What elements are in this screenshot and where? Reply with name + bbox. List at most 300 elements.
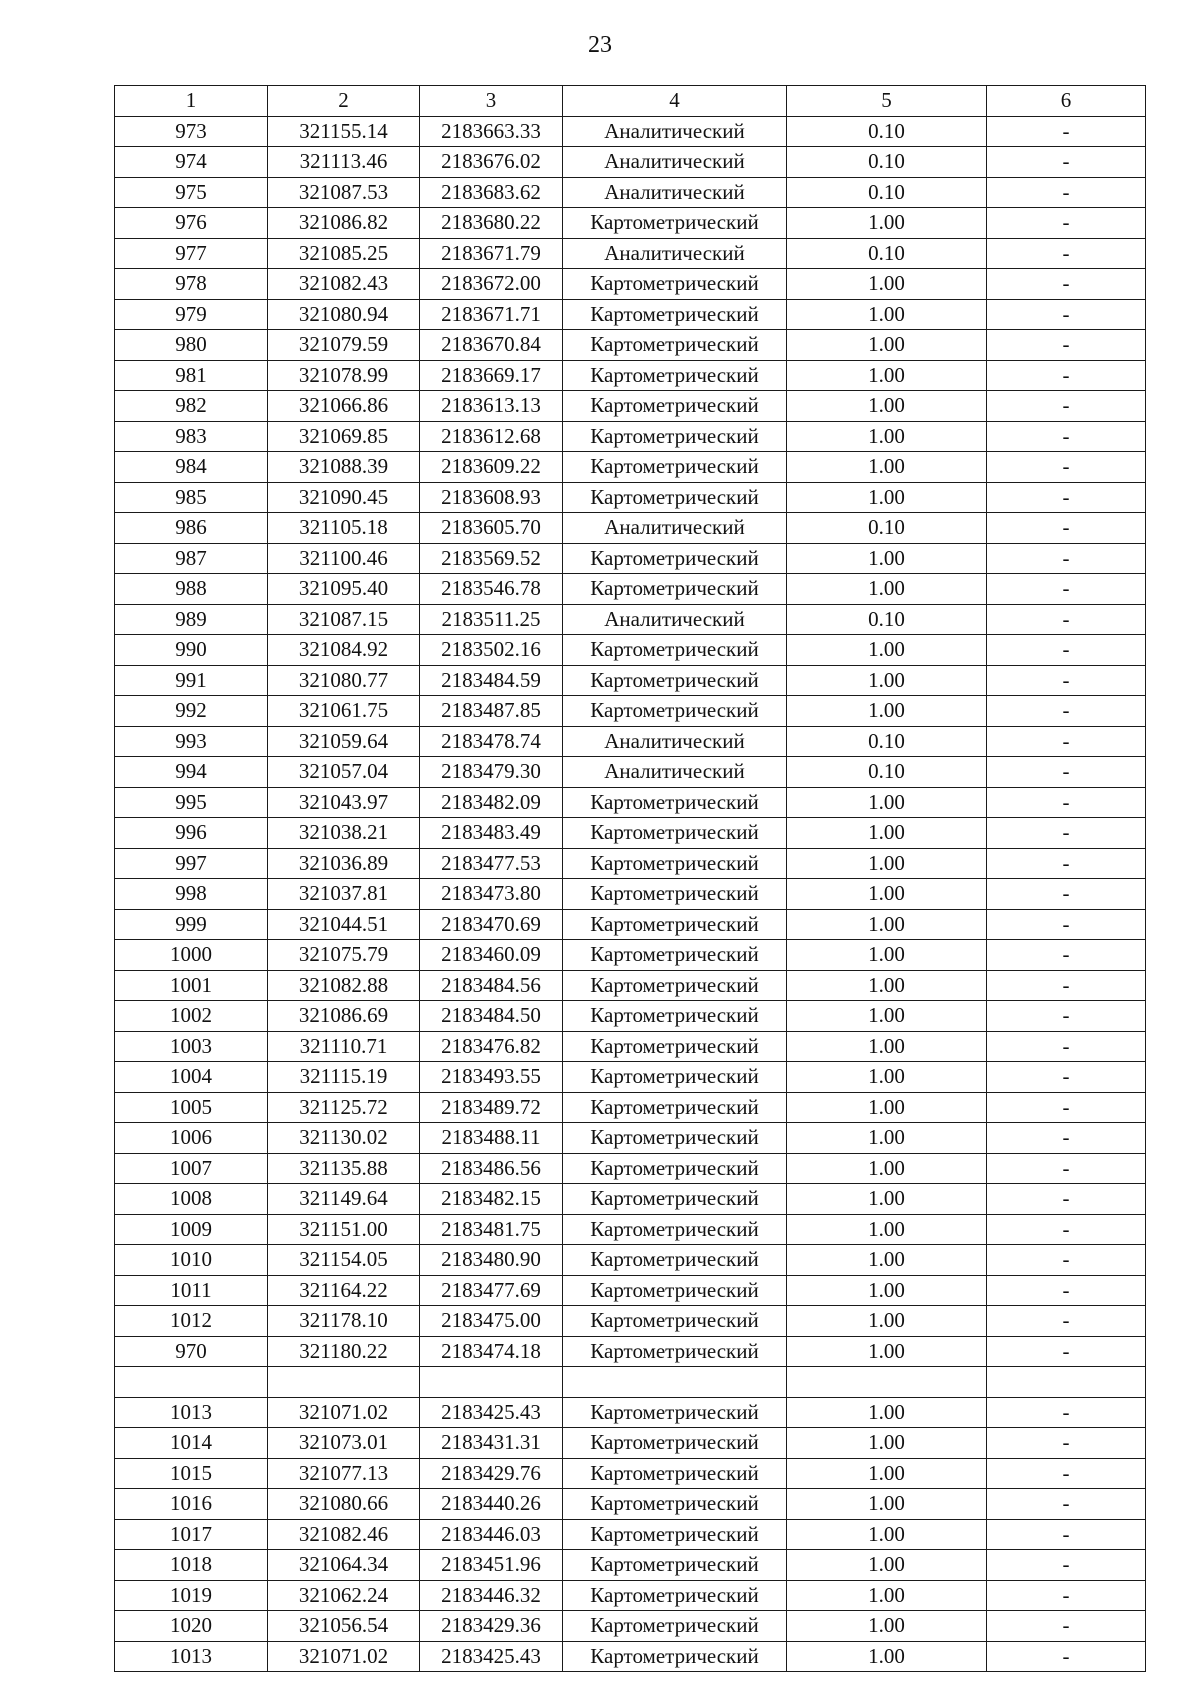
table-cell: -	[987, 147, 1146, 178]
page-number: 23	[588, 32, 612, 58]
table-row	[115, 604, 1146, 635]
table-cell: 321095.40	[268, 574, 420, 605]
table-cell: 2183612.68	[420, 421, 563, 452]
table-cell: 1.00	[787, 1275, 987, 1306]
table-cell: -	[987, 299, 1146, 330]
table-cell: Картометрический	[563, 1123, 787, 1154]
table-cell: 1.00	[787, 818, 987, 849]
table-row	[115, 940, 1146, 971]
table-cell: -	[987, 360, 1146, 391]
table-cell: 2183484.59	[420, 665, 563, 696]
column-header: 6	[987, 86, 1146, 117]
table-row	[115, 1031, 1146, 1062]
table-cell: 321056.54	[268, 1611, 420, 1642]
table-cell: 1.00	[787, 909, 987, 940]
table-cell: 1.00	[787, 970, 987, 1001]
table-cell: -	[987, 1062, 1146, 1093]
table-cell: 986	[115, 513, 268, 544]
table-row	[115, 330, 1146, 361]
table-cell: -	[987, 330, 1146, 361]
table-row	[115, 1580, 1146, 1611]
table-cell: 321061.75	[268, 696, 420, 727]
table-cell: 321155.14	[268, 116, 420, 147]
table-cell: -	[987, 1428, 1146, 1459]
table-cell: 1.00	[787, 879, 987, 910]
table-cell: 983	[115, 421, 268, 452]
table-cell: Картометрический	[563, 208, 787, 239]
table-cell: 1004	[115, 1062, 268, 1093]
table-cell: 2183670.84	[420, 330, 563, 361]
table-cell: Картометрический	[563, 299, 787, 330]
table-cell: -	[987, 604, 1146, 635]
table-row	[115, 1336, 1146, 1367]
table-cell: 2183671.71	[420, 299, 563, 330]
table-cell: 2183484.56	[420, 970, 563, 1001]
table-cell: -	[987, 1550, 1146, 1581]
table-cell: Картометрический	[563, 1580, 787, 1611]
table-cell: 2183605.70	[420, 513, 563, 544]
table-cell: 1001	[115, 970, 268, 1001]
table-cell: 321135.88	[268, 1153, 420, 1184]
table-cell: 2183493.55	[420, 1062, 563, 1093]
table-row	[115, 543, 1146, 574]
table-header-row	[115, 86, 1146, 117]
table-cell: 1007	[115, 1153, 268, 1184]
table-cell: 321180.22	[268, 1336, 420, 1367]
table-row	[115, 1184, 1146, 1215]
table-cell: 1.00	[787, 1550, 987, 1581]
table-cell: 0.10	[787, 147, 987, 178]
table-cell: 998	[115, 879, 268, 910]
table-cell: 1.00	[787, 1031, 987, 1062]
table-cell: 321080.94	[268, 299, 420, 330]
table-cell: 0.10	[787, 604, 987, 635]
table-cell: 2183474.18	[420, 1336, 563, 1367]
table-row	[115, 635, 1146, 666]
table-cell: -	[987, 116, 1146, 147]
table-cell: 987	[115, 543, 268, 574]
table-row	[115, 452, 1146, 483]
table-cell: 2183477.69	[420, 1275, 563, 1306]
table-cell: Картометрический	[563, 330, 787, 361]
table-cell: 2183671.79	[420, 238, 563, 269]
table-cell: 2183663.33	[420, 116, 563, 147]
table-cell: Картометрический	[563, 1306, 787, 1337]
table-cell: 0.10	[787, 116, 987, 147]
table-cell: 321044.51	[268, 909, 420, 940]
table-cell: 321075.79	[268, 940, 420, 971]
table-cell: 976	[115, 208, 268, 239]
table-cell: 1.00	[787, 330, 987, 361]
table-cell: 321130.02	[268, 1123, 420, 1154]
table-cell: 985	[115, 482, 268, 513]
table-cell: -	[987, 1275, 1146, 1306]
table-cell: Картометрический	[563, 1184, 787, 1215]
table-cell: 2183608.93	[420, 482, 563, 513]
table-cell: 1.00	[787, 391, 987, 422]
table-cell: Картометрический	[563, 879, 787, 910]
table-cell: -	[987, 1184, 1146, 1215]
table-cell: 321064.34	[268, 1550, 420, 1581]
table-row	[115, 909, 1146, 940]
table-cell: -	[987, 1001, 1146, 1032]
table-cell: Картометрический	[563, 848, 787, 879]
table-cell: Картометрический	[563, 1519, 787, 1550]
table-cell: Картометрический	[563, 482, 787, 513]
table-cell: 1.00	[787, 1428, 987, 1459]
table-cell: Аналитический	[563, 177, 787, 208]
table-cell: Аналитический	[563, 147, 787, 178]
table-cell: -	[987, 1245, 1146, 1276]
table-cell: Картометрический	[563, 1062, 787, 1093]
table-row	[115, 1092, 1146, 1123]
table-cell: -	[987, 818, 1146, 849]
table-cell: 321057.04	[268, 757, 420, 788]
table-cell: 321078.99	[268, 360, 420, 391]
table-row	[115, 696, 1146, 727]
table-cell: 2183477.53	[420, 848, 563, 879]
table-cell: -	[987, 726, 1146, 757]
table-cell: 1014	[115, 1428, 268, 1459]
table-cell: -	[987, 1092, 1146, 1123]
table-cell: 974	[115, 147, 268, 178]
table-cell: 2183429.76	[420, 1458, 563, 1489]
table-cell: 1010	[115, 1245, 268, 1276]
table-row	[115, 1123, 1146, 1154]
table-row	[115, 970, 1146, 1001]
table-row	[115, 482, 1146, 513]
table-cell: -	[987, 452, 1146, 483]
table-cell: 2183672.00	[420, 269, 563, 300]
table-cell	[420, 1367, 563, 1398]
table-cell: Картометрический	[563, 1275, 787, 1306]
table-row	[115, 818, 1146, 849]
table-cell: 321062.24	[268, 1580, 420, 1611]
table-cell: Картометрический	[563, 1092, 787, 1123]
table-cell: -	[987, 848, 1146, 879]
table-cell: 321113.46	[268, 147, 420, 178]
table-row	[115, 238, 1146, 269]
table-cell: 1020	[115, 1611, 268, 1642]
table-cell: Картометрический	[563, 940, 787, 971]
table-cell: 321038.21	[268, 818, 420, 849]
table-row	[115, 1153, 1146, 1184]
table-row	[115, 360, 1146, 391]
table-cell: 1012	[115, 1306, 268, 1337]
table-cell: 988	[115, 574, 268, 605]
table-cell: Картометрический	[563, 421, 787, 452]
table-cell: -	[987, 635, 1146, 666]
table-cell: 321073.01	[268, 1428, 420, 1459]
table-cell: 997	[115, 848, 268, 879]
table-cell: -	[987, 665, 1146, 696]
table-row	[115, 513, 1146, 544]
table-cell: 321071.02	[268, 1641, 420, 1672]
table-cell: -	[987, 1214, 1146, 1245]
table-cell: 2183440.26	[420, 1489, 563, 1520]
table-cell: 2183475.00	[420, 1306, 563, 1337]
table-cell: 1.00	[787, 482, 987, 513]
table-cell: 977	[115, 238, 268, 269]
table-cell: 321088.39	[268, 452, 420, 483]
table-cell	[987, 1367, 1146, 1398]
table-row	[115, 177, 1146, 208]
table-cell: 321080.66	[268, 1489, 420, 1520]
table-cell: 1006	[115, 1123, 268, 1154]
table-cell: 1011	[115, 1275, 268, 1306]
table-cell: 2183676.02	[420, 147, 563, 178]
table-cell: 991	[115, 665, 268, 696]
table-row	[115, 665, 1146, 696]
table-cell: 321086.82	[268, 208, 420, 239]
table-row	[115, 391, 1146, 422]
table-cell: 1018	[115, 1550, 268, 1581]
table-cell: 1003	[115, 1031, 268, 1062]
table-cell: 321080.77	[268, 665, 420, 696]
table-cell: 1.00	[787, 1458, 987, 1489]
table-cell: 321090.45	[268, 482, 420, 513]
table-cell: 979	[115, 299, 268, 330]
table-cell: 1.00	[787, 940, 987, 971]
table-cell: Картометрический	[563, 1550, 787, 1581]
table-cell: 0.10	[787, 238, 987, 269]
table-row	[115, 421, 1146, 452]
table-cell: 989	[115, 604, 268, 635]
table-cell: Аналитический	[563, 757, 787, 788]
table-cell: 981	[115, 360, 268, 391]
table-cell: 321071.02	[268, 1397, 420, 1428]
table-row	[115, 574, 1146, 605]
table-cell: 321077.13	[268, 1458, 420, 1489]
table-cell: Картометрический	[563, 543, 787, 574]
table-cell: 2183613.13	[420, 391, 563, 422]
table-cell: 1.00	[787, 1092, 987, 1123]
table-cell: 2183481.75	[420, 1214, 563, 1245]
table-cell: 999	[115, 909, 268, 940]
table-cell: -	[987, 208, 1146, 239]
table-cell: 321082.43	[268, 269, 420, 300]
table-cell: 321037.81	[268, 879, 420, 910]
table-cell: -	[987, 543, 1146, 574]
table-cell: 994	[115, 757, 268, 788]
column-header: 1	[115, 86, 268, 117]
table-cell: 1008	[115, 1184, 268, 1215]
table-row	[115, 1001, 1146, 1032]
table-cell: 321059.64	[268, 726, 420, 757]
table-cell	[563, 1367, 787, 1398]
coordinates-table	[114, 85, 1146, 1672]
table-cell: 1.00	[787, 1611, 987, 1642]
table-row	[115, 1245, 1146, 1276]
table-cell: Картометрический	[563, 1214, 787, 1245]
table-cell: -	[987, 1397, 1146, 1428]
table-cell: 980	[115, 330, 268, 361]
table-cell: -	[987, 1519, 1146, 1550]
table-cell: -	[987, 909, 1146, 940]
table-cell: -	[987, 1489, 1146, 1520]
table-cell: 996	[115, 818, 268, 849]
table-row	[115, 1611, 1146, 1642]
table-cell: 2183431.31	[420, 1428, 563, 1459]
table-cell: Картометрический	[563, 360, 787, 391]
table-cell: Аналитический	[563, 604, 787, 635]
table-cell: 993	[115, 726, 268, 757]
table-cell: 321125.72	[268, 1092, 420, 1123]
table-cell: 1.00	[787, 1062, 987, 1093]
table-cell: 2183482.15	[420, 1184, 563, 1215]
table-row	[115, 848, 1146, 879]
table-cell: -	[987, 574, 1146, 605]
table-cell: Картометрический	[563, 635, 787, 666]
table-cell: Картометрический	[563, 391, 787, 422]
table-cell: 321164.22	[268, 1275, 420, 1306]
table-row	[115, 1550, 1146, 1581]
table-cell: Аналитический	[563, 726, 787, 757]
table-row	[115, 208, 1146, 239]
table-cell: 2183489.72	[420, 1092, 563, 1123]
table-cell: 2183502.16	[420, 635, 563, 666]
table-cell: -	[987, 879, 1146, 910]
table-row	[115, 299, 1146, 330]
table-cell: 1.00	[787, 269, 987, 300]
table-cell: Картометрический	[563, 1428, 787, 1459]
table-cell: 2183609.22	[420, 452, 563, 483]
table-cell: 1009	[115, 1214, 268, 1245]
table-cell: 0.10	[787, 726, 987, 757]
table-cell: Картометрический	[563, 1397, 787, 1428]
table-row	[115, 269, 1146, 300]
table-cell: 1013	[115, 1641, 268, 1672]
table-cell: 1019	[115, 1580, 268, 1611]
table-cell: 1.00	[787, 1123, 987, 1154]
table-cell: 1.00	[787, 848, 987, 879]
table-cell: 1.00	[787, 1641, 987, 1672]
table-cell: 2183473.80	[420, 879, 563, 910]
table-cell: 1.00	[787, 574, 987, 605]
table-cell: Картометрический	[563, 1458, 787, 1489]
table-cell: 2183479.30	[420, 757, 563, 788]
table-cell: 1013	[115, 1397, 268, 1428]
table-cell: 2183470.69	[420, 909, 563, 940]
table-cell: 2183451.96	[420, 1550, 563, 1581]
table-row	[115, 116, 1146, 147]
table-cell: 2183683.62	[420, 177, 563, 208]
table-cell: 1.00	[787, 1489, 987, 1520]
table-cell: 1.00	[787, 1153, 987, 1184]
table-cell: 1016	[115, 1489, 268, 1520]
table-cell: 1.00	[787, 665, 987, 696]
table-cell: 1.00	[787, 421, 987, 452]
table-cell: -	[987, 696, 1146, 727]
table-cell: 2183425.43	[420, 1641, 563, 1672]
table-cell: 321084.92	[268, 635, 420, 666]
table-cell: 2183478.74	[420, 726, 563, 757]
table-cell: Картометрический	[563, 1153, 787, 1184]
table-cell: -	[987, 421, 1146, 452]
table-cell: 1.00	[787, 696, 987, 727]
table-cell: 2183483.49	[420, 818, 563, 849]
table-row-separator	[115, 1367, 1146, 1398]
table-cell: Картометрический	[563, 452, 787, 483]
table-cell: -	[987, 1031, 1146, 1062]
table-cell: 1015	[115, 1458, 268, 1489]
table-cell: 321110.71	[268, 1031, 420, 1062]
table-cell: 2183680.22	[420, 208, 563, 239]
table-cell: 1.00	[787, 299, 987, 330]
table-cell: 321082.46	[268, 1519, 420, 1550]
table-cell: 2183511.25	[420, 604, 563, 635]
table-cell: 2183486.56	[420, 1153, 563, 1184]
table-cell: 321079.59	[268, 330, 420, 361]
column-header: 3	[420, 86, 563, 117]
table-cell: 2183446.03	[420, 1519, 563, 1550]
table-cell: 321036.89	[268, 848, 420, 879]
table-cell: Картометрический	[563, 1245, 787, 1276]
table-cell: 1.00	[787, 1306, 987, 1337]
table-cell: 321043.97	[268, 787, 420, 818]
table-cell: 2183484.50	[420, 1001, 563, 1032]
table-cell: 0.10	[787, 177, 987, 208]
table-cell: -	[987, 940, 1146, 971]
table-cell: Картометрический	[563, 818, 787, 849]
table-cell: 1.00	[787, 208, 987, 239]
table-cell: -	[987, 238, 1146, 269]
table-cell: 984	[115, 452, 268, 483]
table-cell: 321086.69	[268, 1001, 420, 1032]
table-cell: 321087.53	[268, 177, 420, 208]
table-cell: 1.00	[787, 1245, 987, 1276]
table-row	[115, 1397, 1146, 1428]
table-cell: Картометрический	[563, 269, 787, 300]
table-cell: 1.00	[787, 1397, 987, 1428]
table-cell: 1000	[115, 940, 268, 971]
table-cell: 321100.46	[268, 543, 420, 574]
table-row	[115, 1489, 1146, 1520]
table-cell: 321069.85	[268, 421, 420, 452]
table-cell: 990	[115, 635, 268, 666]
table-cell: -	[987, 1458, 1146, 1489]
table-cell: Аналитический	[563, 238, 787, 269]
table-cell: Картометрический	[563, 1031, 787, 1062]
column-header: 4	[563, 86, 787, 117]
column-header: 2	[268, 86, 420, 117]
table-cell: Картометрический	[563, 1001, 787, 1032]
table-cell: 321085.25	[268, 238, 420, 269]
table-cell: 2183482.09	[420, 787, 563, 818]
table-row	[115, 1519, 1146, 1550]
table-cell: Картометрический	[563, 909, 787, 940]
table-cell: 992	[115, 696, 268, 727]
table-row	[115, 1214, 1146, 1245]
table-cell: 1.00	[787, 787, 987, 818]
table-cell: 321115.19	[268, 1062, 420, 1093]
table-cell: 1.00	[787, 1214, 987, 1245]
table-cell: 321087.15	[268, 604, 420, 635]
table-cell: 1017	[115, 1519, 268, 1550]
table-cell: -	[987, 1153, 1146, 1184]
table-row	[115, 1306, 1146, 1337]
table-cell: -	[987, 787, 1146, 818]
table-cell: 321151.00	[268, 1214, 420, 1245]
table-row	[115, 1458, 1146, 1489]
table-cell: -	[987, 1123, 1146, 1154]
table-cell: 1.00	[787, 543, 987, 574]
table-cell: 2183669.17	[420, 360, 563, 391]
table-cell: -	[987, 513, 1146, 544]
table-cell: 1.00	[787, 452, 987, 483]
table-row	[115, 1275, 1146, 1306]
table-cell: -	[987, 1336, 1146, 1367]
